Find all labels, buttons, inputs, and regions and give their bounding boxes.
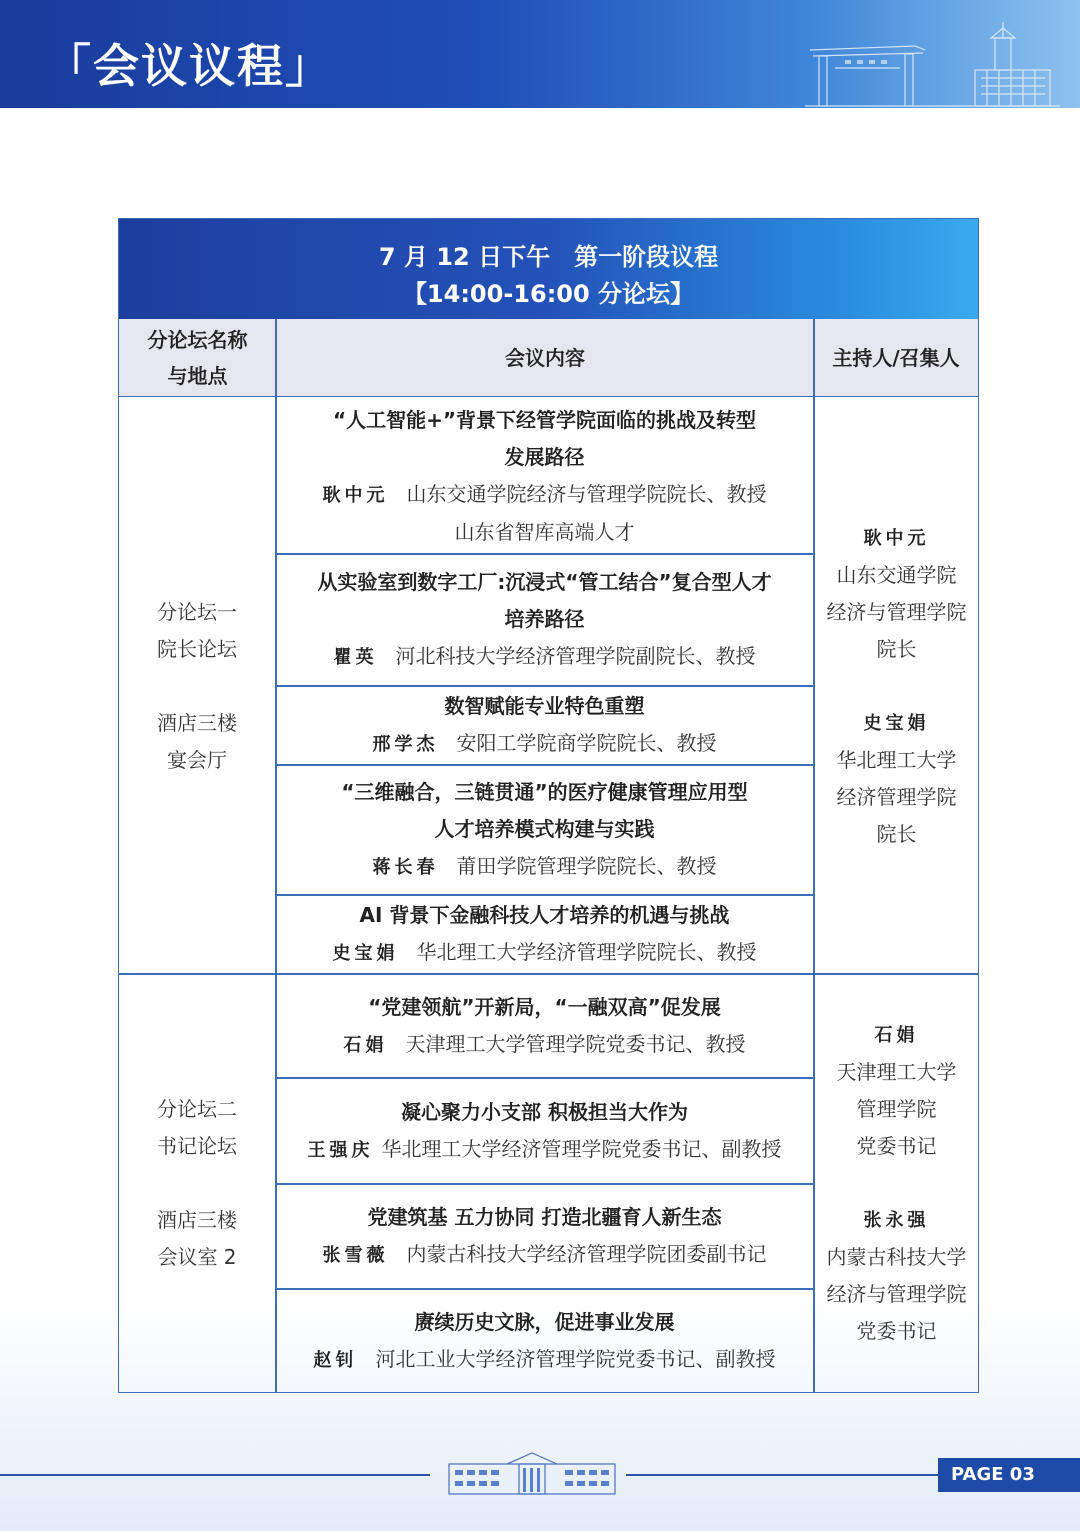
- speaker-line: [373, 725, 717, 763]
- speaker-line: [323, 1236, 767, 1274]
- host-detail: 经济与管理学院: [826, 1282, 967, 1306]
- column-header-forum-line2: 与地点: [167, 363, 228, 388]
- host-detail: 经济与管理学院: [826, 599, 967, 624]
- speaker-line: [308, 1131, 782, 1169]
- talk-item: [276, 896, 813, 973]
- forum-1-name-line2: 院长论坛: [157, 636, 237, 661]
- speaker-line: [344, 1026, 746, 1064]
- footer-building-icon: [447, 1450, 617, 1496]
- speaker-line: [314, 1341, 776, 1379]
- column-header-content: [276, 319, 814, 397]
- speaker-affiliation: 莆田学院管理学院院长、教授: [456, 854, 717, 878]
- host-detail: 党委书记: [856, 1319, 937, 1343]
- speaker-line: [333, 934, 757, 972]
- speaker-affiliation: 河北工业大学经济管理学院党委书记、副教授: [375, 1346, 776, 1371]
- speaker-line: [323, 476, 767, 514]
- talk-title: “三维融合，三链贯通”的医疗健康管理应用型: [341, 780, 748, 804]
- speaker-line: [373, 848, 717, 886]
- talk-title: “党建领航”开新局，“一融双高”促发展: [368, 994, 721, 1019]
- agenda-date-title: 7 月 12 日下午 第一阶段议程: [378, 243, 719, 271]
- talk-title: “人工智能+”背景下经管学院面临的挑战及转型: [332, 408, 757, 432]
- host-detail: 院长: [876, 636, 917, 661]
- host-name: 石娟: [874, 1025, 919, 1046]
- talk-item: [276, 1079, 813, 1183]
- speaker-name: 瞿英: [333, 647, 378, 668]
- speaker-affiliation: 安阳工学院商学院院长、教授: [456, 731, 717, 755]
- forum-1-location-line1: 酒店三楼: [157, 710, 237, 735]
- host-detail: 经济管理学院: [836, 784, 957, 809]
- speaker-name: 张雪薇: [322, 1245, 389, 1266]
- talk-item: [276, 1290, 813, 1392]
- speaker-name: 赵钊: [313, 1349, 358, 1371]
- speaker-affiliation: 内蒙古科技大学经济管理学院团委副书记: [406, 1242, 767, 1266]
- agenda-time-title: 【14:00-16:00 分论坛】: [402, 280, 695, 308]
- column-header-content-label: 会议内容: [505, 345, 585, 370]
- talk-item: [276, 1185, 813, 1288]
- column-header-forum-line1: 分论坛名称: [147, 327, 248, 352]
- campus-building-illustration: [805, 20, 1060, 108]
- talk-title: 培养路径: [504, 607, 585, 631]
- talk-title: 数智赋能专业特色重塑: [444, 694, 645, 718]
- talk-title: 发展路径: [504, 445, 585, 469]
- talk-title: 赓续历史文脉，促进事业发展: [414, 1309, 675, 1334]
- column-header-host-label: 主持人/召集人: [832, 345, 960, 370]
- footer-divider-right: [626, 1474, 938, 1476]
- footer-divider-left: [0, 1474, 430, 1476]
- forum-2-name: [119, 975, 275, 1392]
- page-number-badge: PAGE 03: [938, 1458, 1080, 1492]
- forum-2-hosts: [815, 975, 978, 1392]
- column-header-forum: [119, 319, 276, 397]
- speaker-name: 邢学杰: [372, 734, 439, 755]
- talk-item: [276, 975, 813, 1077]
- host-detail: 华北理工大学: [836, 747, 957, 772]
- talk-title: AI 背景下金融科技人才培养的机遇与挑战: [359, 903, 730, 927]
- forum-2-name-line1: 分论坛二: [157, 1097, 237, 1121]
- forum-1-hosts: [815, 399, 978, 973]
- speaker-name: 耿中元: [322, 485, 389, 506]
- talk-item: [276, 687, 813, 764]
- talk-title: 人才培养模式构建与实践: [434, 817, 655, 841]
- forum-2-location-line1: 酒店三楼: [157, 1208, 237, 1232]
- speaker-affiliation: 华北理工大学经济管理学院党委书记、副教授: [381, 1136, 782, 1161]
- speaker-extra: 山东省智库高端人才: [454, 520, 635, 544]
- column-header-host: [814, 319, 978, 397]
- talk-title: 凝心聚力小支部 积极担当大作为: [401, 1099, 688, 1124]
- host-detail: 内蒙古科技大学: [826, 1245, 967, 1269]
- host-detail: 天津理工大学: [836, 1060, 957, 1084]
- forum-1-name-line1: 分论坛一: [157, 599, 237, 624]
- speaker-affiliation: 天津理工大学管理学院党委书记、教授: [405, 1031, 746, 1056]
- host-name: 张永强: [863, 1210, 930, 1231]
- host-detail: 管理学院: [856, 1097, 937, 1121]
- speaker-name: 王强庆: [307, 1139, 374, 1161]
- talk-title: 党建筑基 五力协同 打造北疆育人新生态: [367, 1205, 722, 1229]
- speaker-name: 史宝娟: [332, 943, 399, 964]
- talk-title: 从实验室到数字工厂:沉浸式“管工结合”复合型人才: [317, 570, 772, 594]
- host-detail: 党委书记: [856, 1134, 937, 1158]
- speaker-affiliation: 河北科技大学经济管理学院副院长、教授: [395, 644, 756, 668]
- speaker-name: 石娟: [343, 1034, 388, 1056]
- talk-item: [276, 766, 813, 894]
- forum-1-location-line2: 宴会厅: [167, 747, 227, 772]
- agenda-header: [119, 219, 978, 319]
- host-name: 耿中元: [863, 527, 930, 549]
- forum-2-location-line2: 会议室 2: [157, 1245, 237, 1269]
- speaker-line: [334, 638, 756, 676]
- agenda-table: [118, 218, 979, 1393]
- page-title: 「会议议程」: [45, 39, 333, 93]
- forum-1-name: [119, 399, 275, 973]
- talk-item: [276, 400, 813, 553]
- talk-item: [276, 555, 813, 685]
- host-name: 史宝娟: [863, 712, 930, 734]
- speaker-affiliation: 华北理工大学经济管理学院院长、教授: [416, 940, 757, 964]
- host-detail: 院长: [876, 821, 917, 846]
- speaker-name: 蒋长春: [372, 857, 439, 878]
- host-detail: 山东交通学院: [836, 562, 957, 587]
- forum-2-name-line2: 书记论坛: [157, 1134, 237, 1158]
- speaker-affiliation: 山东交通学院经济与管理学院院长、教授: [406, 482, 767, 506]
